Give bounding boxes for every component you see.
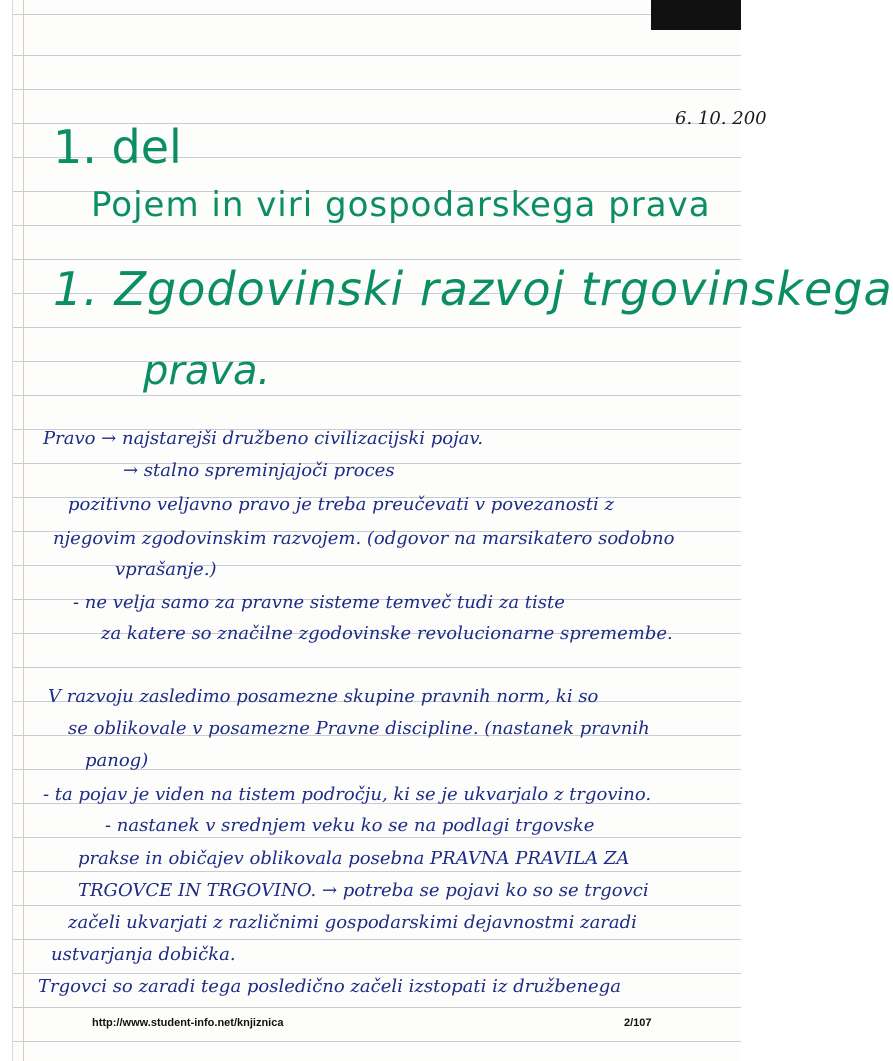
section-subtitle: Pojem in viri gospodarskega prava bbox=[91, 185, 711, 225]
text-line: pozitivno veljavno pravo je treba preučevati v povezanosti z bbox=[68, 494, 614, 515]
text-line: vprašanje.) bbox=[115, 559, 217, 580]
text-line: Pravo → najstarejši družbeno civilizacijski pojav. bbox=[43, 428, 484, 449]
date-note: 6. 10. 200 bbox=[675, 108, 767, 129]
margin-line bbox=[23, 0, 24, 1061]
text-line: → stalno spreminjajoči proces bbox=[123, 460, 395, 481]
notebook-page bbox=[12, 0, 893, 1061]
text-line: - nastanek v srednjem veku ko se na podlagi trgovske bbox=[105, 815, 595, 836]
text-line: - ne velja samo za pravne sisteme temveč tudi za tiste bbox=[73, 592, 565, 613]
text-line: TRGOVCE IN TRGOVINO. → potreba se pojavi ko so se trgovci bbox=[78, 880, 649, 901]
chapter-title-line2: prava. bbox=[143, 348, 271, 394]
text-line: za katere so značilne zgodovinske revolucionarne spremembe. bbox=[101, 623, 673, 644]
scan-corner bbox=[651, 0, 741, 30]
text-line: - ta pojav je viden na tistem področju, ki se je ukvarjalo z trgovino. bbox=[43, 784, 652, 805]
text-line: se oblikovale v posamezne Pravne discipline. (nastanek pravnih bbox=[68, 718, 650, 739]
text-line: ustvarjanja dobička. bbox=[51, 944, 236, 965]
text-line: njegovim zgodovinskim razvojem. (odgovor na marsikatero sodobno bbox=[53, 528, 675, 549]
text-line: V razvoju zasledimo posamezne skupine pravnih norm, ki so bbox=[48, 686, 599, 707]
text-line: prakse in običajev oblikovala posebna PRAVNA PRAVILA ZA bbox=[78, 848, 630, 869]
part-heading: 1. del bbox=[53, 120, 182, 174]
text-line: Trgovci so zaradi tega posledično začeli izstopati iz družbenega bbox=[38, 976, 621, 997]
page-number: 2/107 bbox=[624, 1017, 652, 1029]
footer-url: http://www.student-info.net/knjiznica bbox=[92, 1017, 284, 1029]
text-line: panog) bbox=[85, 750, 149, 771]
text-line: začeli ukvarjati z različnimi gospodarskimi dejavnostmi zaradi bbox=[68, 912, 637, 933]
chapter-title-line1: 1. Zgodovinski razvoj trgovinskega bbox=[53, 262, 893, 316]
